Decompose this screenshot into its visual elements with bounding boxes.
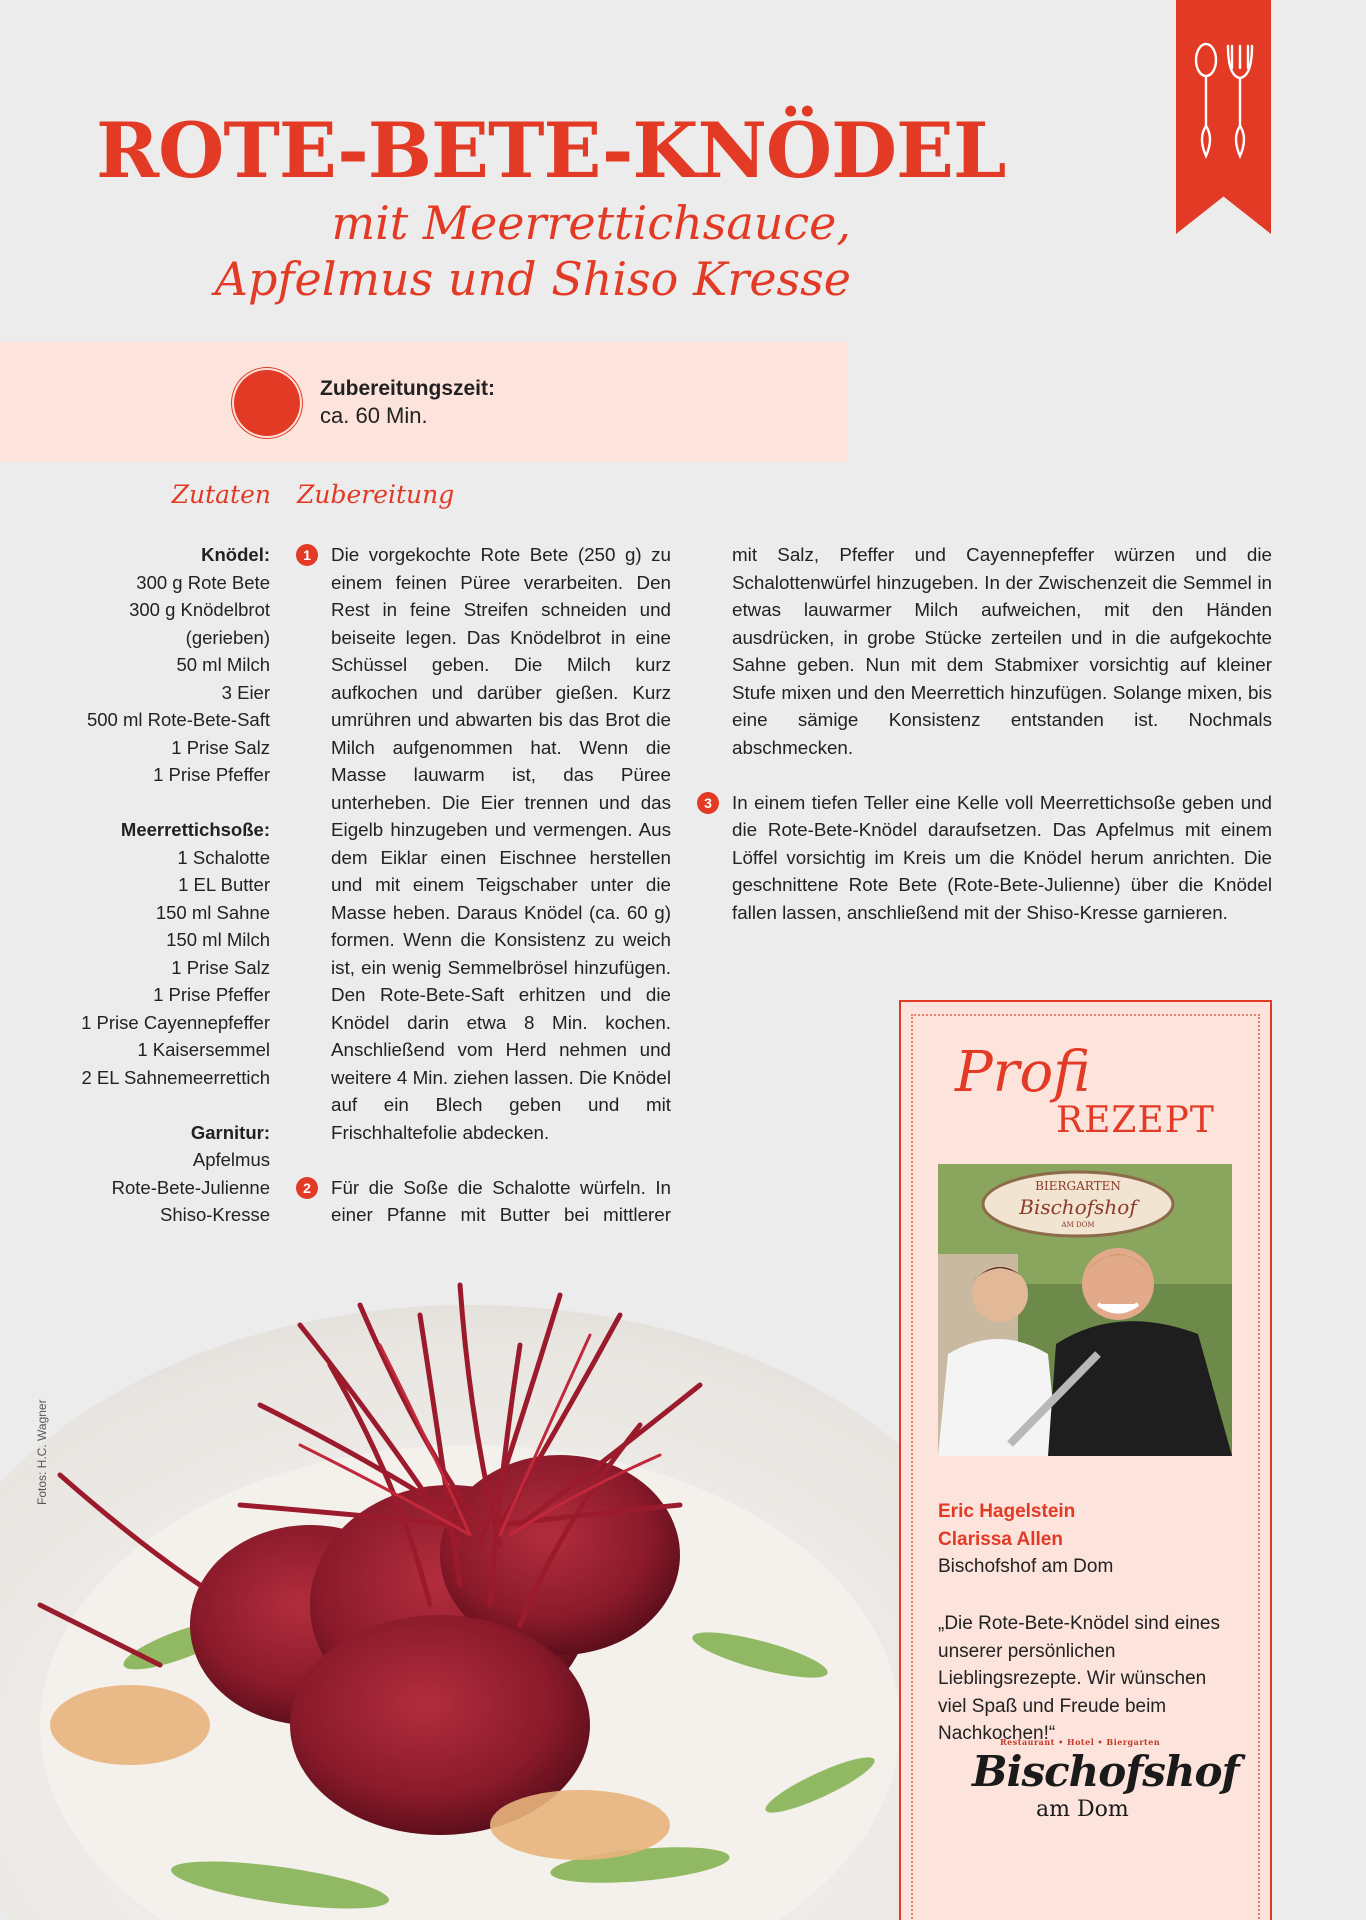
ingredient-item: 50 ml Milch [176,654,270,675]
ingredient-group-title: Garnitur: [190,1121,270,1143]
ingredients-list [40,541,270,1229]
ingredient-item: 300 g Knödelbrot [129,599,270,620]
ingredient-item: Rote-Bete-Julienne [111,1176,270,1198]
ingredient-item: 1 Prise Pfeffer [153,984,270,1005]
ingredient-group-title: Knödel: [201,544,270,565]
prep-time-band [0,342,848,462]
photo-credit: Fotos: H.C. Wagner [35,1399,49,1505]
steps-column-2 [704,541,1272,926]
ingredient-item: 500 ml Rote-Bete-Saft [86,709,270,730]
recipe-subtitle-line2: Apfelmus und Shiso Kresse [214,252,851,306]
step-number-badge: 1 [296,544,318,566]
recipe-subtitle-line1: mit Meerrettichsauce, [331,196,851,250]
spoon-fork-icon [1186,38,1261,163]
bischofshof-logo: Bischofshof [972,1747,1239,1796]
prep-time-dot-icon [234,370,300,436]
dish-photo [0,1225,900,1920]
ingredient-item: 1 Schalotte [177,846,270,868]
logo-tagline: Restaurant • Hotel • Biergarten [1000,1737,1161,1747]
preparation-heading: Zubereitung [297,480,455,509]
step-3 [704,789,1272,927]
step-2-continued-text: mit Salz, Pfeffer und Cayennepfeffer würzen und die Schalottenwürfel hinzugeben. In der Zwischenzeit die Semmel in etwas lauwarmer Milch aufweichen, mit den Händen ausdrücken, in grobe Stücke zerteilen und in die aufgekochte Sahne geben. Nun mit dem Stabmixer vorsichtig auf kleiner Stufe mixen und den Meerrettich hinzufügen. Solange mixen, bis eine sämige Konsistenz entstanden ist. Nochmals abschmecken. [732,544,1272,758]
ingredient-item: Shiso-Kresse [159,1204,270,1225]
step-2-text: Für die Soße die Schalotte würfeln. In einer Pfanne mit Butter bei mittlerer [331,1176,671,1225]
ingredients-heading: Zutaten [171,480,271,509]
ingredient-group-gap [40,1091,270,1119]
photo-sign-main: Bischofshof [1019,1195,1137,1219]
step-number-badge: 2 [296,1177,318,1199]
prep-time-label: Zubereitungszeit: [320,377,496,400]
chef-place: Bischofshof am Dom [938,1556,1114,1577]
prep-time-value: ca. 60 Min. [320,403,428,428]
chef-name-1: Eric Hagelstein [938,1501,1076,1522]
profi-word: Profi [955,1040,1091,1105]
ingredient-item: 1 Kaisersemmel [137,1039,270,1060]
ingredient-item: 1 Prise Cayennepfeffer [81,1011,270,1033]
chef-name-2: Clarissa Allen [938,1529,1063,1550]
rezept-word: REZEPT [1056,1100,1215,1141]
ingredient-item: 1 EL Butter [178,874,270,895]
chef-quote: „Die Rote-Bete-Knödel sind eines unserer persönlichen Lieblingsrezepte. Wir wünschen viel Spaß und Freude beim Nachkochen!“ [938,1613,1220,1744]
ingredient-item: 150 ml Sahne [155,901,270,923]
logo-subtitle: am Dom [1036,1797,1129,1822]
steps-column-1 [303,541,671,1284]
ingredient-item: 2 EL Sahnemeerrettich [81,1066,270,1088]
ingredient-group-title: Meerrettichsoße: [120,819,270,840]
ingredient-group-gap [40,789,270,817]
ingredient-item: 150 ml Milch [166,929,270,950]
step-1-text: Die vorgekochte Rote Bete (250 g) zu einem feinen Püree verarbeiten. Den Rest in feine Streifen schneiden und beiseite legen. Das Knödelbrot in eine Schüssel geben. Die Milch kurz aufkochen und darüber gießen. Kurz umrühren und abwarten bis das Brot die Milch aufgenommen hat. Wenn die Masse lauwarm ist, das Püree unterheben. Die Eier trennen und das Eigelb hinzugeben und vermengen. Aus dem Eiklar einen Eischnee herstellen und mit einem Teigschaber unter die Masse heben. Daraus Knödel (ca. 60 g) formen. Wenn die Konsistenz zu weich ist, ein wenig Semmelbrösel hinzufügen. Den Rote-Bete-Saft erhitzen und die Knödel darin etwa 8 Min. kochen. Anschließend vom Herd nehmen und weitere 4 Min. ziehen lassen. Die Knödel auf ein Blech geben und mit Frischhaltefolie abdecken. [331,544,671,1143]
photo-sign-top: BIERGARTEN [1035,1179,1121,1193]
ingredient-item: 1 Prise Pfeffer [153,764,270,785]
chefs-photo [938,1164,1232,1456]
step-1 [303,541,671,1146]
step-number-badge: 3 [697,792,719,814]
step-3-text: In einem tiefen Teller eine Kelle voll Meerrettichsoße geben und die Rote-Bete-Knödel daraufsetzen. Das Apfelmus mit einem Löffel vorsichtig im Kreis um die Knödel herum anrichten. Die geschnittene Rote Bete (Rote-Bete-Julienne) über die Knödel fallen lassen, anschließend mit der Shiso-Kresse garnieren. [732,791,1272,923]
ingredient-item: 1 Prise Salz [171,736,270,758]
ingredient-item: (gerieben) [185,626,270,648]
ingredient-item: 300 g Rote Bete [136,571,270,593]
ingredient-item: Apfelmus [192,1149,270,1170]
cutlery-ribbon [1176,0,1271,234]
ingredient-item: 3 Eier [221,681,270,703]
recipe-title: ROTE-BETE-KNÖDEL [96,106,1006,195]
photo-sign-bottom: AM DOM [1061,1221,1095,1229]
ingredient-item: 1 Prise Salz [171,956,270,978]
